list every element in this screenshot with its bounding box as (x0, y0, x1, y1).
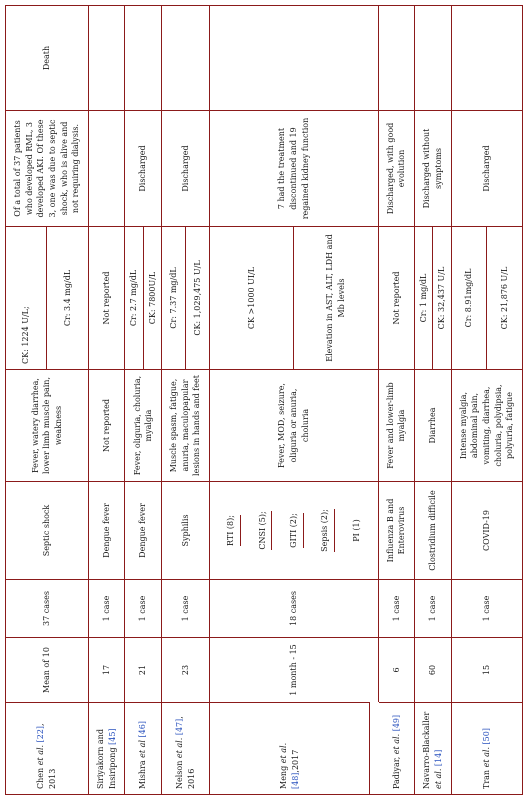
sub-etiology: PI (1) (351, 519, 361, 542)
death-cell (125, 6, 162, 110)
author-cell (379, 702, 416, 794)
author-text: Chen (36, 765, 46, 789)
author-text: Navarro-Blackaller (422, 711, 432, 789)
symptoms-cell: Fever, oliguria, choluria, myalgia (125, 369, 162, 481)
age-cell: 23 (162, 637, 210, 702)
author-space (175, 735, 184, 738)
author-etal: et al (138, 740, 148, 758)
author-etal: et al. (433, 768, 443, 789)
lab-value: Cr: 1 mg/dL (418, 273, 428, 323)
author-comma: , (36, 723, 46, 726)
etiology-cell: Septic shock (6, 481, 89, 579)
lab-value: Cr: 3.4 mg/dL (46, 227, 87, 369)
lab-value: CK: 7800U/L (143, 227, 161, 369)
author-etal: et al. (391, 733, 401, 755)
outcome-cell (89, 110, 126, 226)
lab-value: Cr: 8.91mg/dL (464, 268, 474, 328)
age-cell: 60 (415, 637, 452, 702)
symptoms-cell: Diarrhea (415, 369, 452, 481)
reference-link[interactable]: [47] (174, 718, 184, 736)
lab-value: CK: 1224 U/L; (21, 306, 31, 364)
author-year: 2017 (290, 749, 300, 771)
sub-etiology: GITI (2); (285, 513, 304, 548)
labs-cell (125, 226, 162, 369)
outcome-cell: Discharged without symptoms (415, 110, 452, 226)
author-text: Tran (482, 767, 492, 789)
cases-cell: 1 case (415, 579, 452, 637)
author-comma: , (174, 716, 184, 719)
reference-link[interactable]: [14] (433, 749, 443, 767)
etiology-cell (210, 481, 378, 579)
sub-etiology: CNSI (5); (254, 511, 273, 549)
author-space (36, 742, 45, 745)
reference-link[interactable]: [50] (482, 728, 492, 745)
reference-link[interactable]: [22] (36, 725, 46, 743)
sub-etiology: Sepsis (2); (316, 509, 335, 552)
author-cell (89, 702, 126, 794)
author-text: Meng (279, 763, 289, 789)
author-cell (6, 702, 89, 794)
lab-value: CK: 21,876 U/L (486, 227, 522, 369)
author-etal: et al. (36, 744, 46, 766)
author-cell (162, 702, 210, 794)
death-cell (210, 6, 378, 110)
age-cell: 15 (452, 637, 522, 702)
sub-etiology: RTI (8); (222, 515, 241, 546)
author-space (138, 737, 147, 740)
cases-cell: 1 case (379, 579, 416, 637)
case-reports-table (5, 5, 523, 795)
author-cell (415, 702, 452, 794)
death-cell (89, 6, 126, 110)
author-text: Nelson (174, 758, 184, 789)
outcome-cell: Discharged (162, 110, 210, 226)
labs-cell (210, 226, 378, 369)
death-text: Death (42, 45, 52, 71)
age-cell: 1 month - 15 (210, 637, 378, 702)
author-cell (210, 702, 370, 794)
lab-value: CK >1000 UI/L (246, 266, 256, 330)
author-comma: , (290, 770, 300, 773)
death-cell (6, 6, 89, 110)
author-year: 2016 (186, 768, 196, 789)
author-space (434, 766, 443, 769)
outcome-cell: Discharged (125, 110, 162, 226)
labs-cell (162, 226, 210, 369)
age-cell: 6 (379, 637, 416, 702)
death-cell (379, 6, 416, 110)
outcome-cell: Of a total of 37 patients who developed RML, 3 developed AKI. Of these 3, one was due to septic shock, who is alive and not requiring dialysis. (6, 110, 89, 226)
labs-cell (452, 226, 522, 369)
lab-value: Cr: 2.7 mg/dL (129, 269, 139, 327)
outcome-cell: 7 had the treatment discontinued and 19 regained kidney function (210, 110, 378, 226)
author-space (482, 744, 491, 747)
author-text: Mishra (138, 757, 148, 789)
cases-cell: 1 case (452, 579, 522, 637)
lab-value: CK: 32,437 U/L (432, 227, 450, 369)
death-cell (452, 6, 522, 110)
reference-link[interactable]: [45] (107, 728, 117, 745)
labs-cell (6, 226, 89, 369)
labs-cell: Not reported (379, 226, 416, 369)
lab-value: Elevation in AST, ALT, LDH and Mb levels (293, 227, 377, 369)
author-etal: et al. (279, 742, 289, 764)
symptoms-cell: Fever and lower-limb myalgia (379, 369, 416, 481)
author-etal: et al. (482, 747, 492, 768)
age-cell: 21 (125, 637, 162, 702)
outcome-cell: Discharged, with good evolution (379, 110, 416, 226)
reference-link[interactable]: [49] (391, 714, 401, 732)
symptoms-cell: Not reported (89, 369, 126, 481)
outcome-cell: Discharged (452, 110, 522, 226)
etiology-cell: COVID-19 (452, 481, 522, 579)
symptoms-cell: Intense myalgia, abdominal pain, vomiting, diarrhea, choluria, polydipsia, polyuria, fatigue (452, 369, 522, 481)
age-cell: 17 (89, 637, 126, 702)
author-cell (125, 702, 162, 794)
author-text: Siriyakorn and Insiripong (96, 729, 117, 789)
author-cell (452, 702, 522, 794)
cases-cell: 1 case (125, 579, 162, 637)
etiology-cell: Syphilis (162, 481, 210, 579)
symptoms-cell: Muscle spasm, fatigue, anuria, maculopapular lesions in hands and feet (162, 369, 210, 481)
reference-link[interactable]: [46] (138, 721, 148, 738)
author-year: 2013 (47, 768, 57, 789)
labs-cell: Not reported (89, 226, 126, 369)
labs-cell (415, 226, 452, 369)
lab-value: Cr: 7.37 mg/dL (168, 267, 178, 329)
death-cell (162, 6, 210, 110)
etiology-cell: Clostridium difficile (415, 481, 452, 579)
author-text: Padiyar, (391, 754, 401, 789)
author-space (392, 731, 401, 734)
symptoms-cell: Fever, MOD, seizure, oliguria or anuria, choluria (210, 369, 378, 481)
cases-cell: 1 case (162, 579, 210, 637)
age-cell: Mean of 10 (6, 637, 89, 702)
etiology-cell: Dengue fever (89, 481, 126, 579)
death-cell (415, 6, 452, 110)
cases-cell: 18 cases (210, 579, 378, 637)
etiology-cell: Influenza B and Enterovirus (379, 481, 416, 579)
etiology-cell: Dengue fever (125, 481, 162, 579)
cases-cell: 37 cases (6, 579, 89, 637)
reference-link[interactable]: [48] (290, 772, 300, 789)
lab-value: CK: 1,029,475 U/L (185, 227, 209, 369)
author-etal: et al. (174, 737, 184, 759)
cases-cell: 1 case (89, 579, 126, 637)
symptoms-cell: Fever, watery diarrhea, lower limb muscle pain, weakness (6, 369, 89, 481)
